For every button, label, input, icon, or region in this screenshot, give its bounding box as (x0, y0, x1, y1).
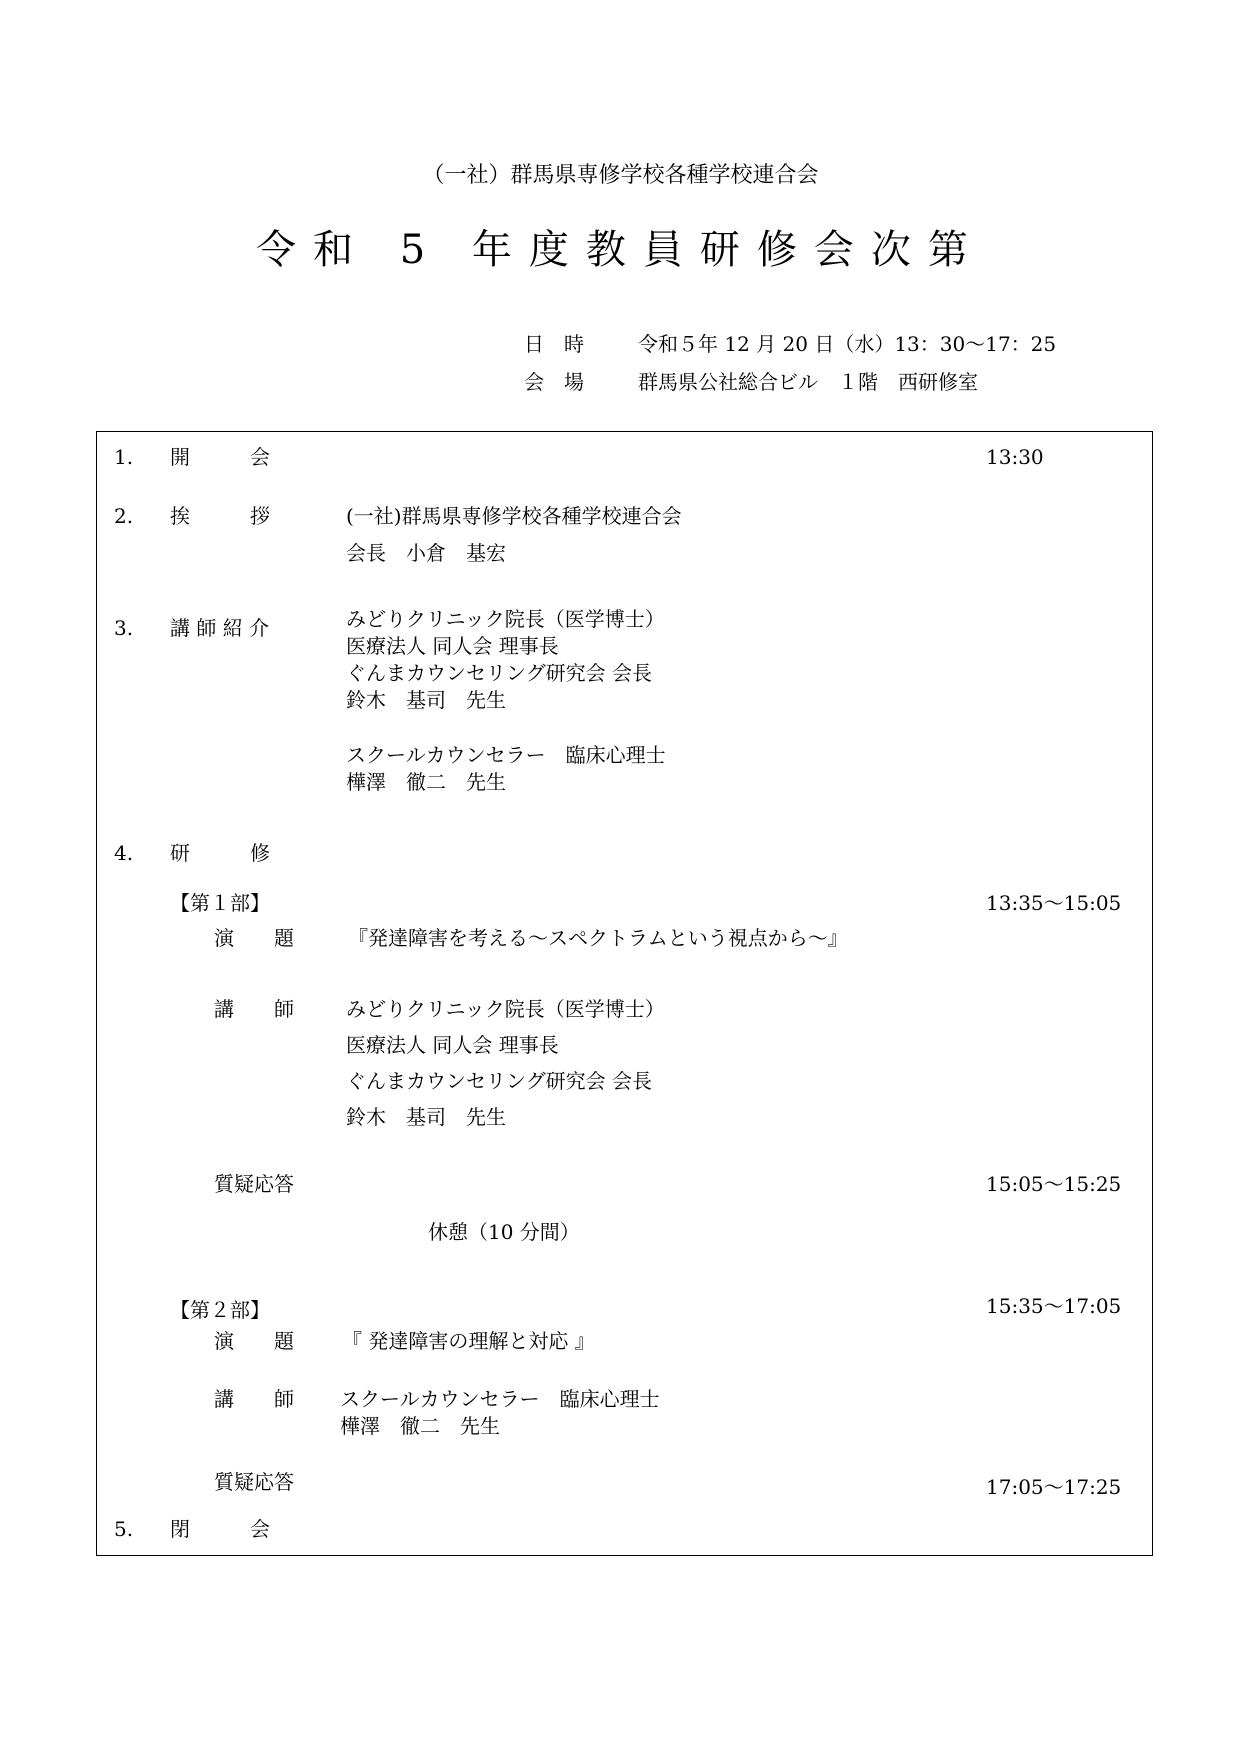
part1-qa-label: 質疑応答 (214, 1172, 294, 1196)
part2-topic: 『 発達障害の理解と対応 』 (342, 1329, 595, 1353)
item4-label: 研 修 (170, 841, 270, 865)
part1-lecturer-line: ぐんまカウンセリング研究会 会長 (346, 1069, 652, 1093)
item3-speaker2-line: 樺澤 徹二 先生 (346, 770, 506, 794)
item5-label: 閉 会 (170, 1517, 270, 1541)
item3-speaker1-line: 鈴木 基司 先生 (346, 688, 506, 712)
part1-lecturer-line: 鈴木 基司 先生 (346, 1105, 506, 1129)
part2-lecturer-label: 講 師 (214, 1387, 294, 1411)
item3-speaker1-line: みどりクリニック院長（医学博士） (346, 607, 665, 631)
part2-time: 15:35〜17:05 (986, 1294, 1122, 1318)
document-title: 令和 5 年度教員研修会次第 (256, 227, 985, 273)
part1-time: 13:35〜15:05 (986, 891, 1122, 915)
item3-label: 講 師 紹 介 (170, 616, 270, 640)
venue-label: 会 場 (524, 370, 584, 394)
item2-organization: (一社)群馬県専修学校各種学校連合会 (346, 504, 682, 528)
part1-heading: 【第１部】 (170, 891, 270, 915)
item2-label: 挨 拶 (170, 504, 270, 528)
part2-lecturer-line: 樺澤 徹二 先生 (340, 1414, 500, 1438)
part1-qa-time: 15:05〜15:25 (986, 1172, 1122, 1196)
part2-lecturer-line: スクールカウンセラー 臨床心理士 (340, 1387, 660, 1411)
item3-speaker1-line: 医療法人 同人会 理事長 (346, 634, 559, 658)
item2-number: 2. (114, 504, 134, 528)
part1-topic-label: 演 題 (214, 926, 294, 950)
part1-topic: 『発達障害を考える〜スペクトラムという視点から〜』 (348, 926, 848, 950)
date-value: 令和５年 12 月 20 日（水）13：30〜17：25 (638, 332, 1057, 356)
part2-topic-label: 演 題 (214, 1329, 294, 1353)
part1-lecturer-line: みどりクリニック院長（医学博士） (346, 997, 665, 1021)
part1-lecturer-label: 講 師 (214, 997, 294, 1021)
item1-label: 開 会 (170, 445, 270, 469)
item3-number: 3. (114, 616, 134, 640)
item4-number: 4. (114, 841, 134, 865)
item3-speaker1-line: ぐんまカウンセリング研究会 会長 (346, 661, 652, 685)
item2-person: 会長 小倉 基宏 (346, 541, 506, 565)
part2-heading: 【第２部】 (170, 1298, 270, 1322)
part2-qa-label: 質疑応答 (214, 1470, 294, 1494)
date-label: 日 時 (524, 332, 584, 356)
part2-qa-time: 17:05〜17:25 (986, 1475, 1122, 1499)
item5-number: 5. (114, 1517, 134, 1541)
venue-value: 群馬県公社総合ビル １階 西研修室 (638, 370, 978, 394)
part1-lecturer-line: 医療法人 同人会 理事長 (346, 1033, 559, 1057)
organization-name: （一社）群馬県専修学校各種学校連合会 (422, 163, 819, 188)
item1-number: 1. (114, 445, 134, 469)
item1-time: 13:30 (986, 445, 1044, 469)
item3-speaker2-line: スクールカウンセラー 臨床心理士 (346, 743, 666, 767)
break-note: 休憩（10 分間） (428, 1220, 580, 1244)
